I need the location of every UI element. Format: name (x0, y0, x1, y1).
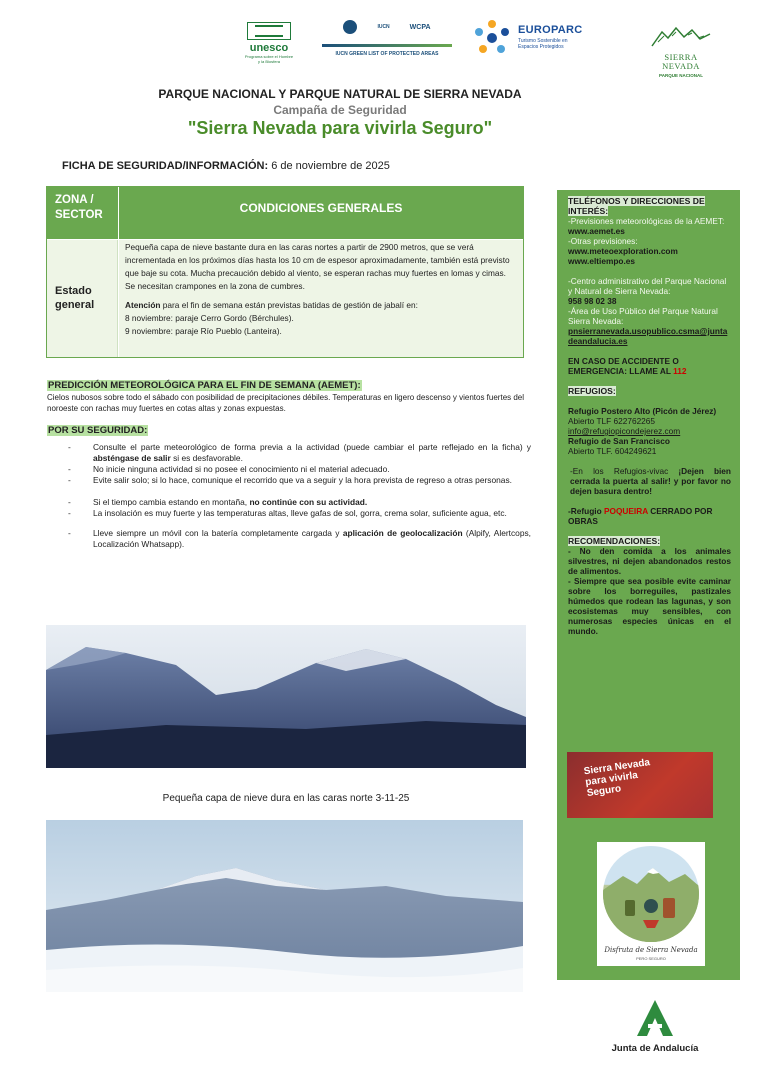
admin-center-label: -Centro administrativo del Parque Nacional y Natural de Sierra Nevada: (568, 276, 727, 296)
europarc-name: EUROPARC (518, 24, 583, 36)
other-forecasts-label: -Otras previsiones: (568, 236, 638, 246)
safety-list (68, 442, 531, 550)
bullet-dash: - (68, 475, 71, 485)
safety-item-3 (68, 475, 531, 486)
condiciones-generales-header: CONDICIONES GENERALES (119, 187, 523, 239)
weather-intro: -Previsiones meteorológicas de la AEMET: (568, 216, 725, 226)
mountain-gear-illustration (603, 846, 699, 942)
zona-sector-header: ZONA / SECTOR (47, 187, 118, 239)
iucn-green-list-logo (322, 20, 452, 57)
attention-label: Atención (125, 300, 161, 310)
meteoexploration-link[interactable]: www.meteoexploration.com (568, 246, 678, 256)
safety-item-6-end: (Alpify, Alertcops, Localización Whatsapp). (93, 528, 531, 549)
junta-andalucia-logo (600, 1000, 710, 1054)
vivac-notice (568, 466, 731, 496)
admin-phone: 958 98 02 38 (568, 296, 617, 306)
conditions-paragraph: Pequeña capa de nieve bastante dura en las caras nortes a partir de 2900 metros, que se verá incrementada en los próximos días hasta los 10 cm de espesor aproximadamente, también está previsto que baje su cota. Mucha precaución debido al viento, se esperan rachas muy fuertes en lomas y cimas. Se necesitan crampones en la zona de cumbres. (125, 242, 510, 291)
park-title: PARQUE NACIONAL Y PARQUE NATURAL DE SIERRA NEVADA (158, 87, 522, 101)
prediction-heading: PREDICCIÓN METEOROLÓGICA PARA EL FIN DE SEMANA (AEMET): (48, 380, 361, 391)
public-area-label: -Área de Uso Público del Parque Natural Sierra Nevada: (568, 306, 718, 326)
iucn-divider (322, 44, 452, 47)
unesco-logo-name: unesco (249, 42, 289, 54)
poqueira-name: POQUEIRA (603, 506, 648, 516)
bullet-dash: - (68, 464, 71, 474)
info-sidebar (557, 190, 740, 980)
hunt-date-1: 8 noviembre: paraje Cerro Gordo (Bérchules). (125, 313, 294, 323)
recommendation-1: - No den comida a los animales silvestres, ni dejen abandonados restos de alimentos. (568, 546, 731, 576)
slogan-title: "Sierra Nevada para vivirla Seguro" (187, 118, 493, 138)
estado-general-label: Estado general (47, 240, 118, 357)
aemet-link[interactable]: www.aemet.es (568, 226, 625, 236)
bullet-dash: - (68, 442, 71, 452)
emergency-text: EN CASO DE ACCIDENTE O EMERGENCIA: LLAME AL (568, 356, 679, 376)
ficha-date: 6 de noviembre de 2025 (271, 160, 390, 172)
conditions-table (46, 186, 524, 358)
eltiempo-link[interactable]: www.eltiempo.es (568, 256, 636, 266)
emergency-number: 112 (673, 366, 687, 376)
iucn-circle-icon (343, 20, 357, 34)
emergency-notice (568, 356, 731, 376)
safety-item-4 (68, 497, 531, 508)
attention-line (125, 299, 517, 312)
prediction-text: Cielos nubosos sobre todo el sábado con posibilidad de precipitaciones débiles. Temperaturas en ligero descenso y vientos fuertes del noroeste con rachas muy fuertes en cotas altas y zonas expuestas. (47, 393, 525, 413)
safety-item-1-end: si es desfavorable. (170, 453, 243, 463)
junta-andalucia-name: Junta de Andalucía (611, 1043, 699, 1054)
safety-item-1-bold: absténgase de salir (93, 453, 171, 463)
poqueira-intro: -Refugio (568, 506, 604, 516)
vivac-warning: ¡Dejen bien cerrada la puerta al salir! y por favor no dejen basura dentro! (570, 466, 731, 496)
junta-andalucia-icon (635, 1000, 675, 1036)
refugio-san-francisco-name: Refugio de San Francisco (568, 436, 670, 446)
safety-item-2 (68, 464, 531, 475)
europarc-star-icon (472, 18, 512, 58)
safety-item-5 (68, 508, 531, 519)
safety-item-1-text: Consulte el parte meteorológico de forma previa a la actividad (puede cambiar el parte reflejado en la ficha) y (93, 442, 531, 452)
iucn-green-list-text: IUCN GREEN LIST OF PROTECTED AREAS (335, 51, 439, 57)
ficha-line (62, 160, 390, 172)
safety-item-6 (68, 528, 531, 550)
weather-forecast (568, 216, 731, 236)
poqueira-notice (568, 506, 731, 526)
attention-text: para el fin de semana están previstas batidas de gestión de jabalí en: (160, 300, 418, 310)
unesco-logo-sub: Programa sobre el Hombre y la Biosfera (244, 54, 294, 64)
unesco-logo (244, 22, 294, 64)
vivac-intro: -En los Refugios-vivac (570, 466, 679, 476)
safety-item-4-text: Si el tiempo cambia estando en montaña, (93, 497, 250, 507)
safety-item-4-bold: no continúe con su actividad. (249, 497, 368, 507)
public-area-email-link[interactable]: pnsierranevada.usopublico.csma@juntadeandalucia.es (568, 326, 728, 346)
conditions-body (119, 240, 523, 357)
safety-item-2-text: No inicie ninguna actividad si no posee el conocimiento ni el material adecuado. (93, 464, 390, 474)
recommendations-heading: RECOMENDACIONES: (568, 536, 661, 546)
campaign-photo-text: Sierra Nevada para vivirla Seguro (583, 757, 651, 800)
safety-item-5-text: La insolación es muy fuerte y las temperaturas altas, lleve gafas de sol, gorra, crema solar, suficiente agua, etc. (93, 508, 507, 518)
hunt-date-2: 9 noviembre: paraje Río Pueblo (Lanteira). (125, 326, 282, 336)
safety-item-6-bold: aplicación de geolocalización (342, 528, 463, 538)
iucn-left-label: IUCN (377, 24, 390, 30)
refugio-san-francisco-phone: Abierto TLF. 604249621 (568, 446, 657, 456)
refugio-postero-alto-phone: Abierto TLF 622762265 (568, 416, 656, 426)
poqueira-status: CERRADO POR OBRAS (568, 506, 713, 526)
sierra-nevada-name-2: NEVADA (662, 61, 700, 71)
disfruta-text: Disfruta de Sierra Nevada (604, 946, 698, 954)
mountain-peaks-icon (650, 24, 712, 48)
campaign-title: Campaña de Seguridad (273, 103, 407, 117)
safety-item-3-text: Evite salir solo; si lo hace, comunique el recorrido que va a seguir y la hora prevista de regreso a otras personas. (93, 475, 512, 485)
mountain-photo-snowy-range (46, 820, 523, 992)
sierra-nevada-logo (650, 24, 712, 78)
parque-nacional-label: PARQUE NACIONAL (659, 73, 703, 78)
europarc-sub: Turismo Sostenible en Espacios Protegidos (518, 38, 568, 50)
europarc-logo (472, 18, 582, 58)
photo-caption: Pequeña capa de nieve dura en las caras norte 3-11-25 (162, 793, 410, 804)
disfruta-sierra-nevada-badge (597, 842, 705, 966)
refugio-postero-alto-email-link[interactable]: info@refugiopicondejerez.com (568, 426, 681, 436)
safety-item-6-text: Lleve siempre un móvil con la batería completamente cargada y (93, 528, 343, 538)
recommendation-2: - Siempre que sea posible evite caminar sobre los borreguiles, pastizales húmedos que rodean las lagunas, y son ecosistemas muy sensibles, con numerosas especies únicas en el mundo. (568, 576, 731, 636)
refugio-postero-alto-name: Refugio Postero Alto (Picón de Jérez) (568, 406, 717, 416)
mountain-photo-north-face (46, 625, 526, 768)
bullet-dash: - (68, 528, 71, 538)
refugios-heading: REFUGIOS: (568, 386, 616, 396)
safety-item-1 (68, 442, 531, 464)
bullet-dash: - (68, 508, 71, 518)
ficha-label: FICHA DE SEGURIDAD/INFORMACIÓN: (62, 160, 269, 172)
campaign-photo (567, 752, 713, 818)
unesco-temple-icon (247, 22, 291, 40)
sierra-nevada-name-1: SIERRA (664, 52, 698, 62)
disfruta-sub: PERO SEGURO (636, 956, 666, 961)
contacts-heading: TELÉFONOS Y DIRECCIONES DE INTERÉS: (568, 196, 705, 216)
wcpa-label: WCPA (409, 23, 431, 31)
bullet-dash: - (68, 497, 71, 507)
safety-heading: POR SU SEGURIDAD: (48, 425, 148, 436)
